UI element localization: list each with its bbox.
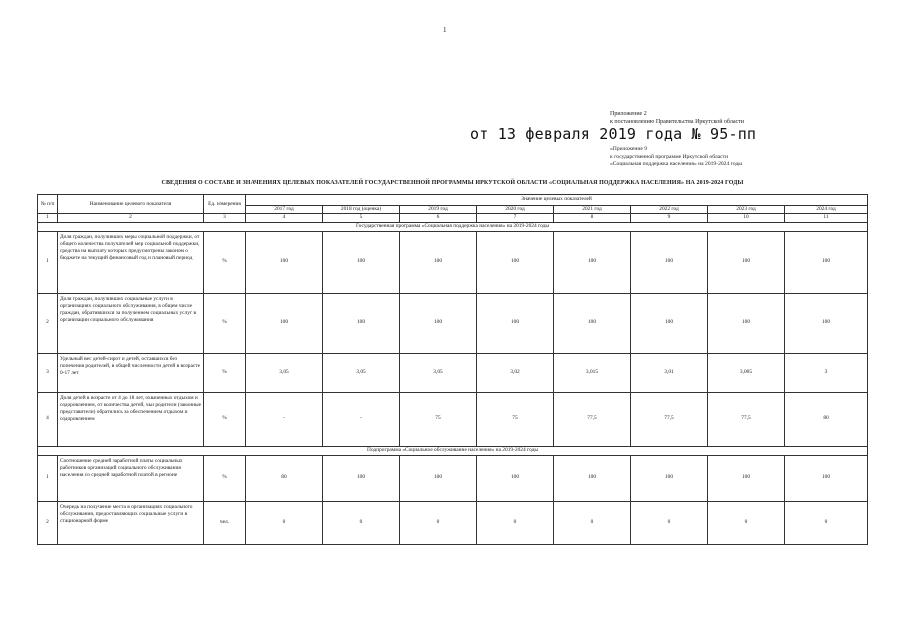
- row-indicator-name: Соотношение средней заработной платы социальных работников организаций социального обслуживания населения со средней заработной платой в регионе: [58, 455, 204, 501]
- header-year: 2023 год: [708, 206, 785, 214]
- row-value: 100: [785, 455, 868, 501]
- appendix-line: Приложение 2: [610, 111, 647, 117]
- header-year: 2019 год: [400, 206, 477, 214]
- table-row: [38, 392, 868, 446]
- column-number: 11: [785, 214, 868, 222]
- column-number: 8: [554, 214, 631, 222]
- row-value: 100: [400, 231, 477, 293]
- row-value: 100: [323, 231, 400, 293]
- row-value: 100: [554, 455, 631, 501]
- row-value: 100: [246, 293, 323, 353]
- header-year: 2017 год: [246, 206, 323, 214]
- row-value: 0: [785, 501, 868, 544]
- row-value: 0: [246, 501, 323, 544]
- row-value: 100: [708, 231, 785, 293]
- table-row: [38, 231, 868, 293]
- table-header-row: [38, 195, 868, 206]
- row-value: 3,01: [631, 353, 708, 392]
- header-year: 2020 год: [477, 206, 554, 214]
- column-numbers-row: [38, 214, 868, 222]
- row-unit: %: [204, 392, 246, 446]
- row-number: 2: [38, 293, 58, 353]
- table-row: [38, 501, 868, 544]
- row-value: 100: [477, 455, 554, 501]
- row-value: 0: [400, 501, 477, 544]
- appendix-note: [610, 110, 744, 126]
- column-number: 10: [708, 214, 785, 222]
- row-value: 3,05: [246, 353, 323, 392]
- row-value: 0: [323, 501, 400, 544]
- row-unit: %: [204, 231, 246, 293]
- column-number: 7: [477, 214, 554, 222]
- row-value: 3,05: [400, 353, 477, 392]
- row-indicator-name: Доля детей в возрасте от 4 до 18 лет, охваченных отдыхом и оздоровлением, от количества детей, чьи родители (законные представители) обратились за обеспечением отдыхом и оздоровлением: [58, 392, 204, 446]
- row-value: 75: [477, 392, 554, 446]
- row-number: 1: [38, 455, 58, 501]
- row-value: 100: [785, 293, 868, 353]
- appendix2-line: «Приложение 9: [610, 146, 648, 152]
- row-value: 100: [631, 231, 708, 293]
- row-value: 100: [246, 231, 323, 293]
- header-year: 2024 год: [785, 206, 868, 214]
- program-appendix-note: [610, 146, 742, 169]
- section-row-program: [38, 222, 868, 231]
- row-value: 100: [631, 293, 708, 353]
- row-value: 100: [323, 455, 400, 501]
- row-value: 100: [477, 231, 554, 293]
- row-value: 100: [477, 293, 554, 353]
- section-title: Подпрограмма «Социальное обслуживание населения» на 2019-2024 годы: [38, 446, 868, 455]
- row-value: 0: [477, 501, 554, 544]
- row-value: 3: [785, 353, 868, 392]
- column-number: 3: [204, 214, 246, 222]
- table-row: [38, 455, 868, 501]
- row-value: 100: [708, 455, 785, 501]
- row-value: 3,02: [477, 353, 554, 392]
- header-indicator-name: Наименование целевого показателя: [58, 195, 204, 214]
- row-value: 0: [554, 501, 631, 544]
- row-indicator-name: Очередь на получение места в организациях социального обслуживания, предоставляющих социальные услуги в стационарной форме: [58, 501, 204, 544]
- indicators-table: [37, 194, 868, 545]
- column-number: 5: [323, 214, 400, 222]
- header-year: 2022 год: [631, 206, 708, 214]
- row-unit: %: [204, 293, 246, 353]
- header-year: 2021 год: [554, 206, 631, 214]
- row-value: 100: [631, 455, 708, 501]
- row-value: 77,5: [554, 392, 631, 446]
- row-indicator-name: Доля граждан, получивших социальные услуги в организациях социального обслуживания, в общем числе граждан, обратившихся за получением социальных услуг в организации социального обслуживания: [58, 293, 204, 353]
- row-value: 77,5: [631, 392, 708, 446]
- row-indicator-name: Доля граждан, получивших меры социальной поддержки, от общего количества получателей мер социальной поддержки, средства на выплату которых предусмотрены законом о бюджете на текущий финансовый год и плановый период: [58, 231, 204, 293]
- appendix2-line: к государственной программе Иркутской области: [610, 153, 729, 160]
- row-value: 3,005: [708, 353, 785, 392]
- row-value: 100: [400, 455, 477, 501]
- column-number: 1: [38, 214, 58, 222]
- header-year: 2018 год (оценка): [323, 206, 400, 214]
- table-row: [38, 353, 868, 392]
- row-value: 3,015: [554, 353, 631, 392]
- row-unit: чел.: [204, 501, 246, 544]
- row-value: 100: [554, 293, 631, 353]
- row-value: 0: [708, 501, 785, 544]
- section-row-subprogram: [38, 446, 868, 455]
- header-values: Значение целевых показателей: [246, 195, 868, 206]
- column-number: 4: [246, 214, 323, 222]
- page-number: 1: [443, 26, 447, 34]
- header-number: № п/п: [38, 195, 58, 214]
- row-value: 3,05: [323, 353, 400, 392]
- row-value: 100: [785, 231, 868, 293]
- row-value: 100: [708, 293, 785, 353]
- row-indicator-name: Удельный вес детей-сирот и детей, оставшихся без попечения родителей, в общей численности детей в возрасте 0-17 лет: [58, 353, 204, 392]
- header-unit: Ед. измерения: [204, 195, 246, 214]
- document-title: СВЕДЕНИЯ О СОСТАВЕ И ЗНАЧЕНИЯХ ЦЕЛЕВЫХ ПОКАЗАТЕЛЕЙ ГОСУДАРСТВЕННОЙ ПРОГРАММЫ ИРКУТСКОЙ ОБЛАСТИ «СОЦИАЛЬНАЯ ПОДДЕРЖКА НАСЕЛЕНИЯ» НА 2019-2024 ГОДЫ: [161, 180, 744, 186]
- row-value: 100: [554, 231, 631, 293]
- appendix-line: к постановлению Правительства Иркутской области: [610, 119, 744, 125]
- column-number: 6: [400, 214, 477, 222]
- resolution-date-stamp: от 13 февраля 2019 года № 95-пп: [470, 125, 757, 143]
- row-value: 80: [785, 392, 868, 446]
- row-value: 80: [246, 455, 323, 501]
- row-number: 3: [38, 353, 58, 392]
- row-value: 100: [400, 293, 477, 353]
- row-number: 2: [38, 501, 58, 544]
- row-value: 100: [323, 293, 400, 353]
- row-unit: %: [204, 353, 246, 392]
- row-value: -: [323, 392, 400, 446]
- row-number: 1: [38, 231, 58, 293]
- column-number: 2: [58, 214, 204, 222]
- row-number: 4: [38, 392, 58, 446]
- row-value: 77,5: [708, 392, 785, 446]
- row-value: 75: [400, 392, 477, 446]
- row-value: -: [246, 392, 323, 446]
- table-row: [38, 293, 868, 353]
- row-value: 0: [631, 501, 708, 544]
- appendix2-line: «Социальная поддержка населения» на 2019-2024 годы: [610, 161, 743, 168]
- row-unit: %: [204, 455, 246, 501]
- column-number: 9: [631, 214, 708, 222]
- section-title: Государственная программа «Социальная поддержка населения» на 2019-2024 годы: [38, 222, 868, 231]
